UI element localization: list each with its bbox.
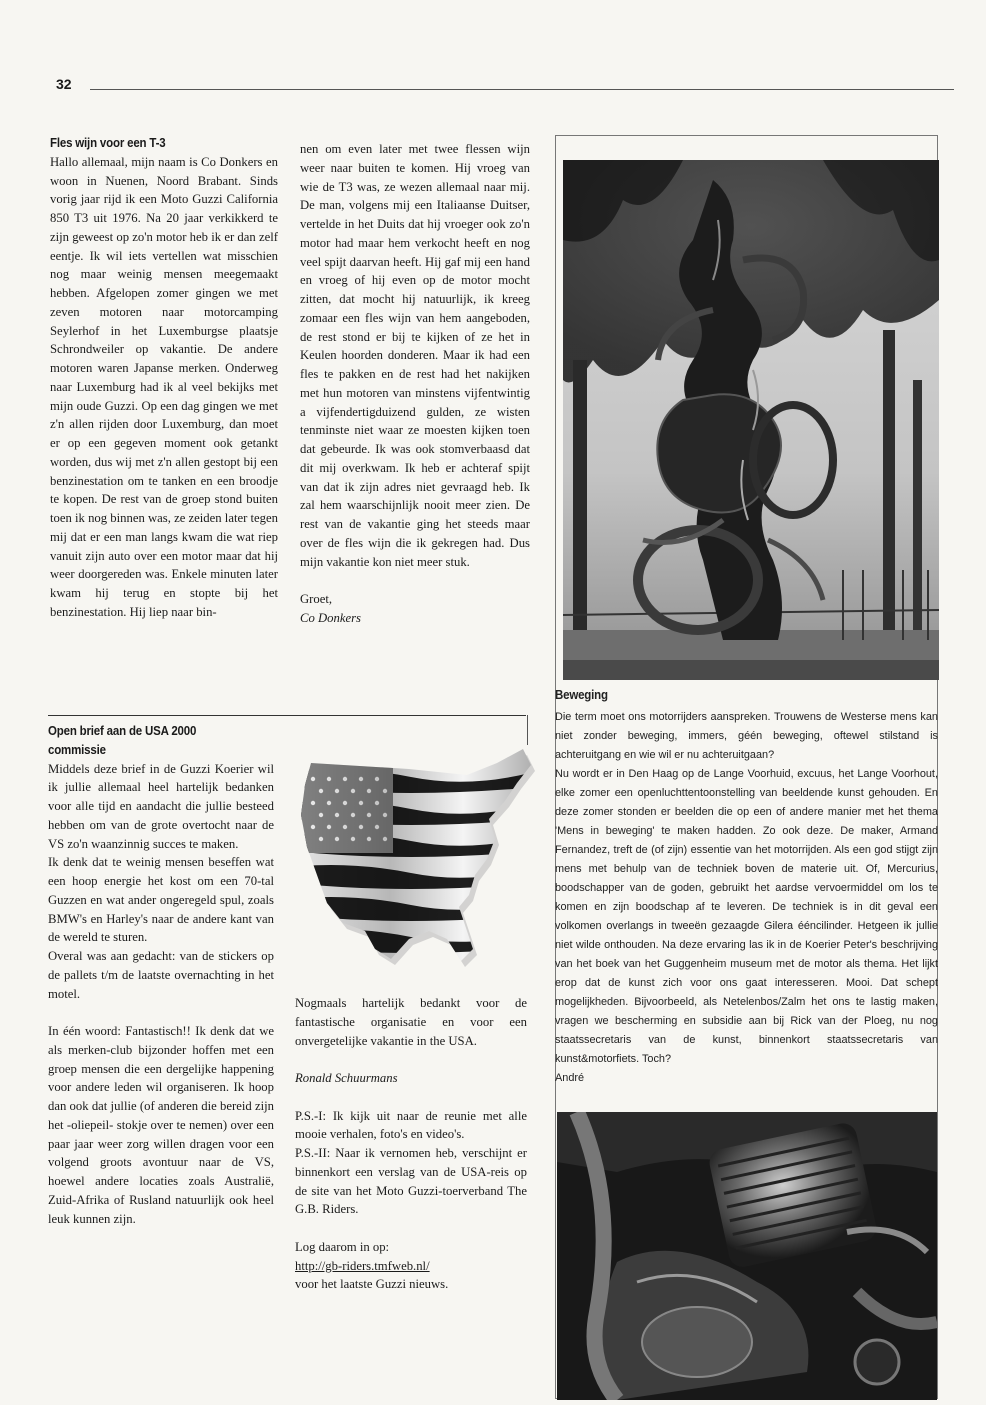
article2-login-text: Log daarom in op: bbox=[295, 1239, 390, 1254]
article1-col2 bbox=[300, 140, 530, 628]
section-divider bbox=[48, 715, 526, 716]
sidebar-paragraph-2: Nu wordt er in Den Haag op de Lange Voorhuid, excuus, het Lange Voorhout, elke zomer een openluchttentoonstelling van beeldende kunst gehouden. En deze zomer stonden er beelden die op een of andere manier met het thema 'Mens in beweging' te maken hadden. Zo ook deze. De maker, Armand Fernandez, treft de (of zijn) essentie van het motorrijden. Als een god stijgt zijn mens met behulp van de techniek boven de materie uit. Of, Mercurius, boodschapper van de goden, gebruikt het aardse vervoermiddel om los te komen en zijn boodschap af te leveren. De techniek is in dit geval een volkomen overlangs in tweeën gezaagde Gilera ééncilinder. Hetgeen ik jullie niet wilde onthouden. Na deze ervaring las ik in de Koerier Peter's beschrijving van het boek van het Guggenheim museum met de motor als thema. Het lijkt erop dat de kunst zich voor ons gaat interesseren. Mooi. Dat schept mogelijkheden. Bijvoorbeeld, als Netelenbos/Zalm het ons te lastig maken, vragen we bescherming en subsidie aan bij Rick van der Ploeg, nu nog staatssecretaris van de kunst, binnenkort staatssecretaris van kunst&motorfiets. Toch? bbox=[555, 768, 938, 1065]
article2-col1 bbox=[48, 722, 274, 1228]
gb-riders-link[interactable]: http://gb-riders.tmfweb.nl/ bbox=[295, 1258, 430, 1273]
sidebar-title: Beweging bbox=[555, 688, 608, 702]
article2-news-text: voor het laatste Guzzi nieuws. bbox=[295, 1277, 449, 1292]
article1-text-col1: Hallo allemaal, mijn naam is Co Donkers en woon in Nuenen, Noord Brabant. Sinds vorig jaar rijd ik een Moto Guzzi California 850 T3 uit 1976. Na 20 jaar verkikkerd te zijn geweest op zo'n motor heb ik er dan zelf eentje. Ik wil iets vertellen wat misschien nog maar weinig mensen meegemaakt hebben. Afgelopen zomer gingen we met zeven motoren naar motorcamping Seylerhof in het Luxemburgse plaatsje Schrondweiler op vakantie. De andere motoren waren Japanse merken. Onderweg naar Luxemburg had ik al veel bekijks met mijn oude Guzzi. Op een dag gingen we met z'n allen rijden door Luxemburg, dan moet er op een gegeven moment ook getankt worden, dus wij met z'n allen gestopt bij een benzinestation om te tanken en een broodje te kopen. De rest van de groep stond buiten toen ik nog binnen was, ze zeiden later tegen mij dat er een man langs kwam die wat riep vanuit zijn auto over een motor maar dat hij weer doorgereden was. Enkele minuten later kwam hij terug en stopte bij het benzinestation. Hij liep naar bin- bbox=[50, 154, 278, 619]
sidebar-article bbox=[555, 686, 938, 1088]
article2-ps1: P.S.-I: Ik kijk uit naar de reunie met alle mooie verhalen, foto's en video's. bbox=[295, 1108, 527, 1142]
article2-ps2: P.S.-II: Naar ik vernomen heb, verschijnt er binnenkort een verslag van de USA-reis op de site van het Moto Guzzi-toerverband The G.B. Riders. bbox=[295, 1146, 527, 1217]
article2-title: Open brief aan de USA 2000 commissie bbox=[48, 724, 197, 757]
article2-col2 bbox=[295, 994, 527, 1294]
sidebar-author: André bbox=[555, 1072, 585, 1084]
article1-text-col2: nen om even later met twee flessen wijn weer naar buiten te komen. Hij vroeg van wie de T3 was, ze wezen allemaal naar mij. De man, volgens mij een Italiaanse Duitser, vertelde in het Duits dat hij vroeger ook zo'n motor had maar hem verkocht heeft en nog veel spijt daarvan heeft. Hij gaf mij een hand en vroeg of hij even op de motor mocht zitten, dat mocht hij natuurlijk, ik kreeg zomaar een fles wijn van hem aangeboden, de rest stond er bij te kijken of ze het in Keulen hoorden donderen. Maar ik had een fles te pakken en de rest had het nakijken met hun motoren van minstens vijfentwintig a vijfendertigduizend gulden, ze wisten tenminste niet waar ze moesten kijken toen dat gebeurde. Ik was ook stomverbaasd dat dit mij overkwam. Ik heb er achteraf spijt van dat ik zijn adres niet gevraagd heb. Ik zal hem waarschijnlijk nooit meer zien. De rest van de vakantie ging het steeds maar over de fles wijn die ik gekregen had. Dus mijn vakantie kon niet meer stuk. bbox=[300, 142, 530, 569]
article2-signature: Ronald Schuurmans bbox=[295, 1071, 398, 1085]
sidebar-paragraph-1: Die term moet ons motorrijders aanspreken. Trouwens de Westerse mens kan niet zonder beweging, immers, géén beweging, oftewel stilstand is achteruitgang en wie wil er nu achteruitgaan? bbox=[555, 711, 938, 761]
header-rule bbox=[90, 89, 954, 90]
usa-flag-map-illustration bbox=[291, 735, 537, 980]
article1-col1 bbox=[50, 134, 278, 622]
article2-paragraph-2: Ik denk dat te weinig mensen beseffen wat een hoop energie het kost om een 70-tal Guzzen en wat ander ongeregeld spul, zoals BMW's en Harley's naar de andere kant van de wereld te sturen. bbox=[48, 855, 274, 945]
article2-paragraph-3: Overal was aan gedacht: van de stickers op de pallets t/m de laatste overnachting in het motel. bbox=[48, 949, 274, 1001]
page-number: 32 bbox=[56, 76, 72, 92]
article1-title: Fles wijn voor een T-3 bbox=[50, 136, 166, 150]
article1-signature: Co Donkers bbox=[300, 610, 361, 625]
article1-greeting: Groet, bbox=[300, 592, 333, 606]
article2-paragraph-1: Middels deze brief in de Guzzi Koerier wil ik jullie allemaal heel hartelijk bedanken voor alle tijd en aandacht die jullie besteed hebben om van de grote overtocht naar de VS zo'n waanzinnig succes te maken. bbox=[48, 761, 274, 851]
sculpture-photo bbox=[563, 160, 939, 680]
article2-paragraph-5: Nogmaals hartelijk bedankt voor de fantastische organisatie en voor een onvergetelijke vakantie in the USA. bbox=[295, 996, 527, 1048]
article2-paragraph-4: In één woord: Fantastisch!! Ik denk dat we als merken-club bijzonder hoffen met een groep mensen die een dergelijke happening voor andere leden wil organiseren. Ik hoop dan ook dat jullie (of anderen die bereid zijn het -oliepeil- stokje over te nemen) over een paar jaar weer zorg willen dragen voor een volgend groots avontuur naar de VS, hoewel andere locaties zoals Australië, Zuid-Afrika of Rusland natuurlijk ook heel leuk kunnen zijn. bbox=[48, 1024, 274, 1226]
engine-photo bbox=[557, 1112, 937, 1400]
